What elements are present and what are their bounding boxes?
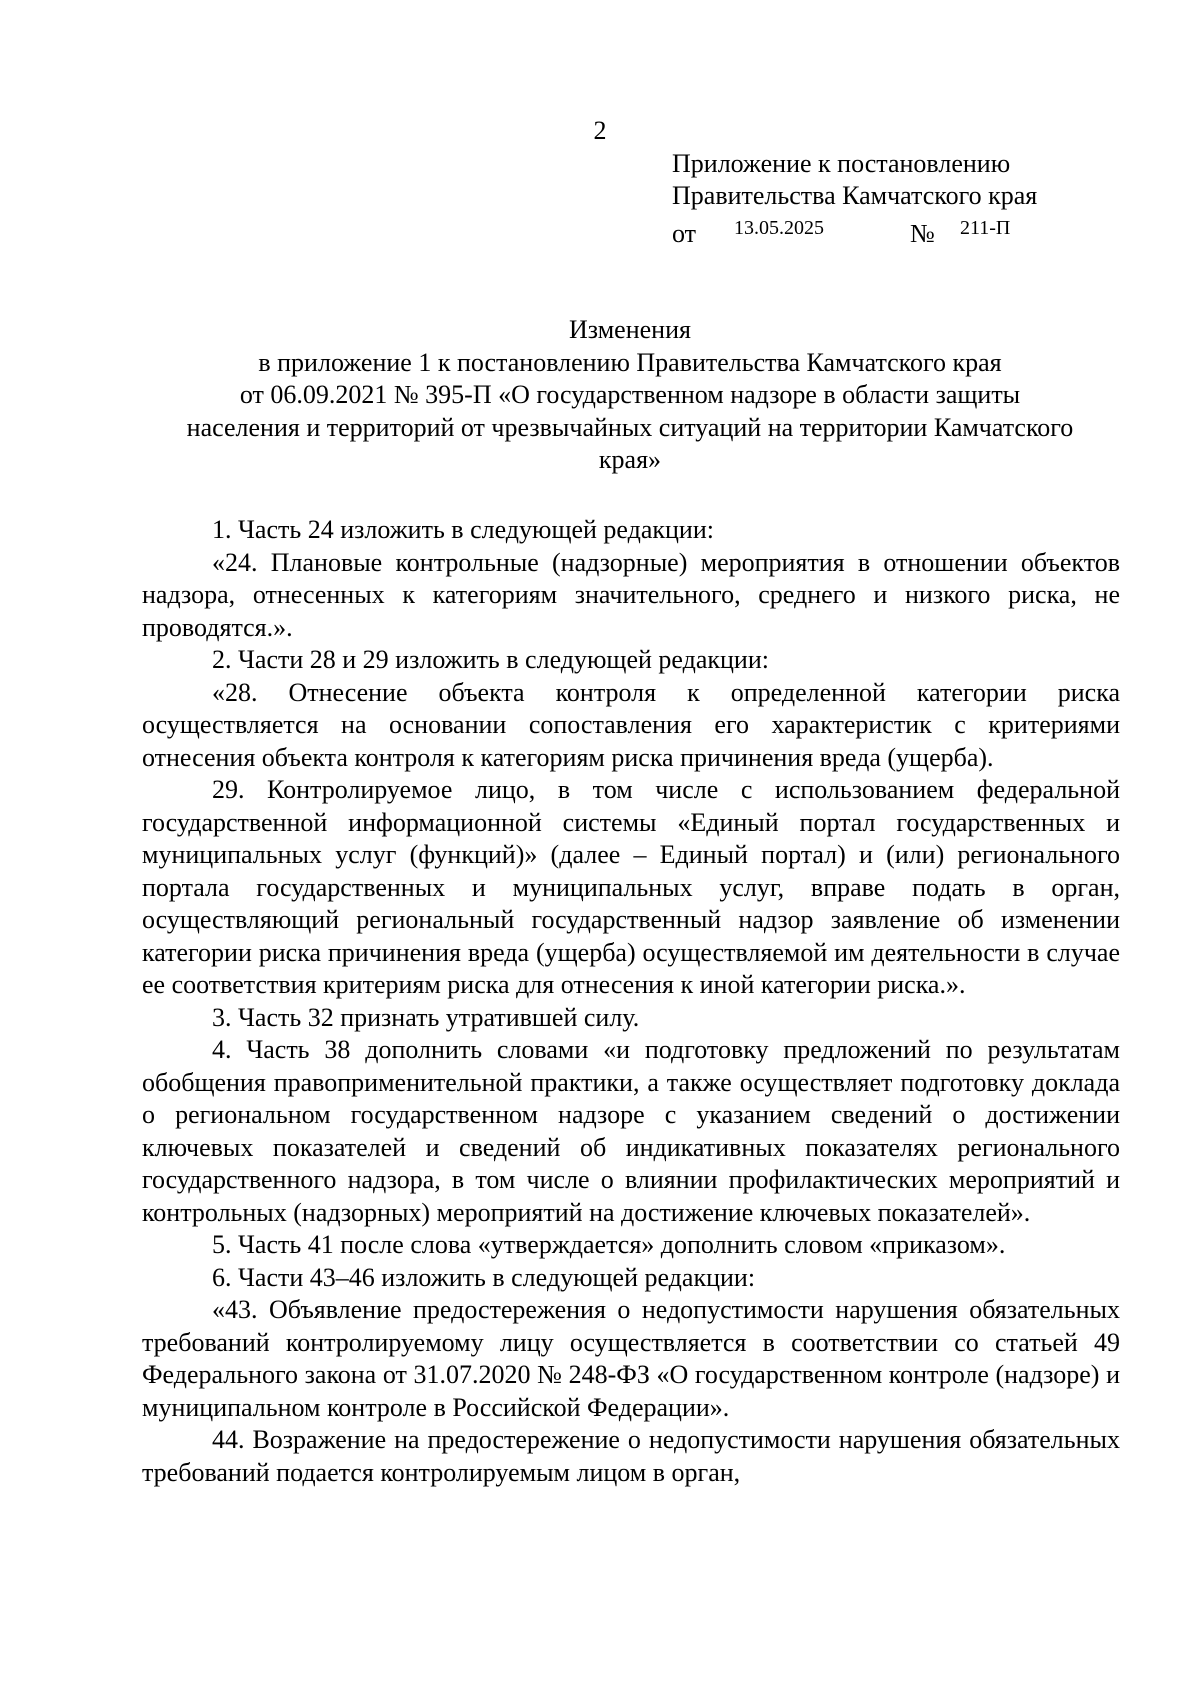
- paragraph-6: 3. Часть 32 признать утратившей силу.: [212, 1002, 640, 1032]
- appendix-number: 211-П: [960, 217, 1011, 239]
- appendix-number-label: №: [910, 219, 935, 248]
- paragraph-1: 1. Часть 24 изложить в следующей редакции:: [212, 515, 714, 544]
- document-body: [142, 514, 1120, 1489]
- document-title: [140, 314, 1120, 477]
- title-line-1: Изменения: [569, 315, 691, 344]
- appendix-line-2: Правительства Камчатского края: [672, 181, 1038, 210]
- appendix-line-1: Приложение к постановлению: [672, 149, 1011, 178]
- paragraph-7: 4. Часть 38 дополнить словами «и подготовку предложений по результатам обобщения правоприменительной практики, а также осуществляет подготовку доклада о региональном государственном надзоре с указанием сведений о достижении ключевых показателей и сведений об индикативных показателях регионального государственного надзора, в том числе о влиянии профилактических мероприятий и контрольных (надзорных) мероприятий на достижение ключевых показателей».: [142, 1035, 1120, 1227]
- title-line-2: в приложение 1 к постановлению Правительства Камчатского края: [258, 347, 1002, 377]
- paragraph-9: 6. Части 43–46 изложить в следующей редакции:: [212, 1262, 756, 1292]
- paragraph-3: 2. Части 28 и 29 изложить в следующей редакции:: [212, 645, 769, 674]
- paragraph-8: 5. Часть 41 после слова «утверждается» дополнить словом «приказом».: [212, 1230, 1006, 1259]
- title-line-4: населения и территорий от чрезвычайных ситуаций на территории Камчатского: [186, 412, 1074, 442]
- title-line-3: от 06.09.2021 № 395-П «О государственном надзоре в области защиты: [239, 380, 1021, 409]
- appendix-block: [672, 148, 1037, 246]
- paragraph-5: 29. Контролируемое лицо, в том числе с использованием федеральной государственной информационной системы «Единый портал государственных и муниципальных услуг (функций)» (далее – Единый портал) и (или) регионального портала государственных и муниципальных услуг, вправе подать в орган, осуществляющий региональный государственный надзор заявление об изменении категории риска причинения вреда (ущерба) осуществляемой им деятельности в случае ее соответствия критериям риска для отнесения к иной категории риска.».: [142, 775, 1120, 999]
- paragraph-2: «24. Плановые контрольные (надзорные) мероприятия в отношении объектов надзора, отнесенных к категориям значительного, среднего и низкого риска, не проводятся.».: [142, 547, 1120, 642]
- paragraph-4: «28. Отнесение объекта контроля к определенной категории риска осуществляется на основании сопоставления его характеристик с критериями отнесения объекта контроля к категориям риска причинения вреда (ущерба).: [142, 677, 1120, 772]
- appendix-date: 13.05.2025: [734, 217, 824, 239]
- title-line-5: края»: [598, 445, 662, 474]
- paragraph-10: «43. Объявление предостережения о недопустимости нарушения обязательных требований контролируемому лицу осуществляется в соответствии со статьей 49 Федерального закона от 31.07.2020 № 248-ФЗ «О государственном контроле (надзоре) и муниципальном контроле в Российской Федерации».: [142, 1295, 1120, 1422]
- appendix-meta-row: [672, 212, 1037, 246]
- appendix-from-label: от: [672, 219, 697, 248]
- paragraph-11: 44. Возражение на предостережение о недопустимости нарушения обязательных требований подается контролируемым лицом в орган,: [142, 1425, 1120, 1487]
- page-number: 2: [593, 116, 607, 145]
